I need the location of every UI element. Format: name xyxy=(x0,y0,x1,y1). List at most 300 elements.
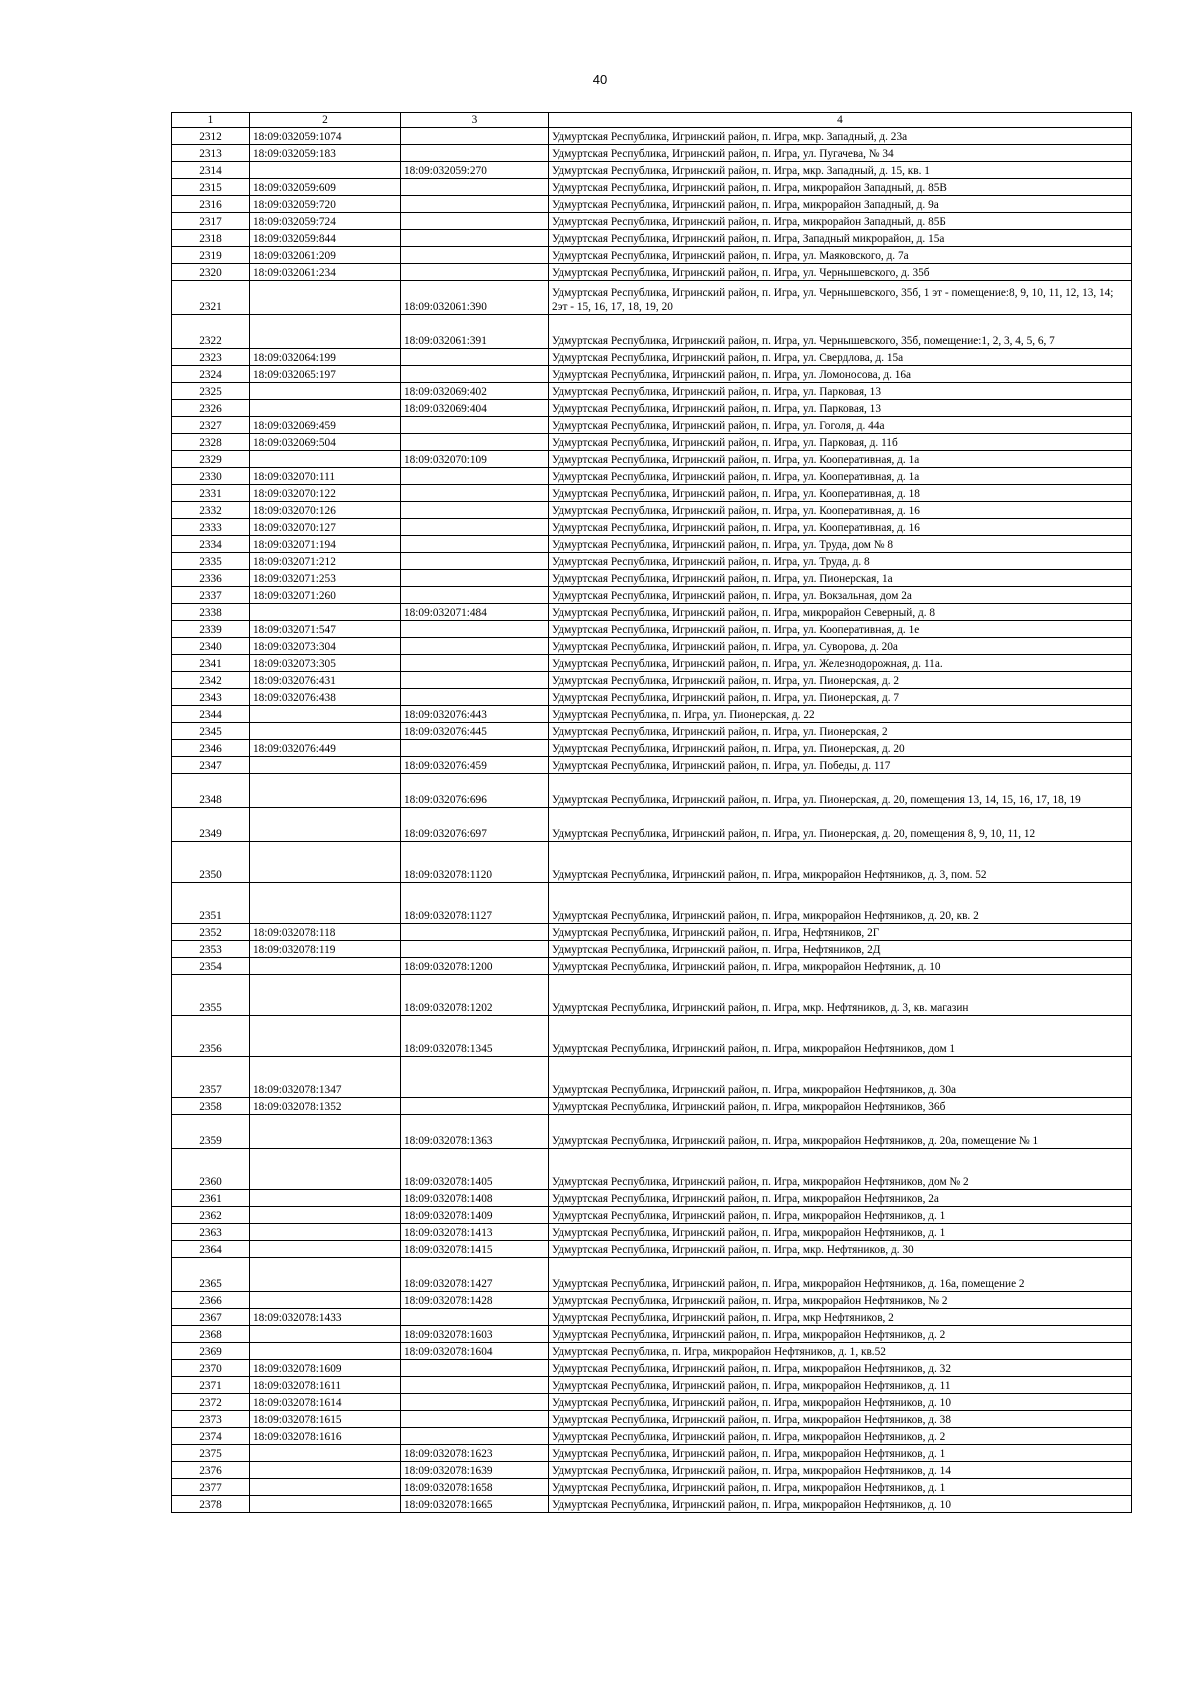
cadastral-number-building: 18:09:032076:459 xyxy=(401,757,549,774)
table-row xyxy=(172,958,1132,975)
table-row xyxy=(172,128,1132,145)
table-row xyxy=(172,1292,1132,1309)
cadastral-number-land: 18:09:032078:1615 xyxy=(250,1411,401,1428)
table-row xyxy=(172,975,1132,1016)
cadastral-number-building xyxy=(401,128,549,145)
cadastral-number-building: 18:09:032078:1604 xyxy=(401,1343,549,1360)
address: Удмуртская Республика, Игринский район, п. Игра, ул. Труда, д. 8 xyxy=(549,553,1132,570)
column-header-1: 1 xyxy=(172,113,250,128)
table-row xyxy=(172,740,1132,757)
address: Удмуртская Республика, Игринский район, п. Игра, микрорайон Нефтяников, д. 2 xyxy=(549,1326,1132,1343)
cadastral-number-land: 18:09:032070:126 xyxy=(250,502,401,519)
cadastral-number-building xyxy=(401,264,549,281)
row-number: 2342 xyxy=(172,672,250,689)
cadastral-number-land xyxy=(250,281,401,315)
cadastral-number-building: 18:09:032078:1415 xyxy=(401,1241,549,1258)
table-row xyxy=(172,1462,1132,1479)
cadastral-number-building xyxy=(401,213,549,230)
cadastral-number-land: 18:09:032078:1611 xyxy=(250,1377,401,1394)
table-row xyxy=(172,1098,1132,1115)
address: Удмуртская Республика, Игринский район, п. Игра, ул. Кооперативная, д. 1е xyxy=(549,621,1132,638)
cadastral-number-land: 18:09:032078:1352 xyxy=(250,1098,401,1115)
row-number: 2363 xyxy=(172,1224,250,1241)
cadastral-number-land: 18:09:032059:183 xyxy=(250,145,401,162)
registry-table xyxy=(171,112,1132,1513)
table-row xyxy=(172,1149,1132,1190)
cadastral-number-building: 18:09:032078:1345 xyxy=(401,1016,549,1057)
cadastral-number-land xyxy=(250,706,401,723)
address: Удмуртская Республика, Игринский район, п. Игра, ул. Парковая, д. 11б xyxy=(549,434,1132,451)
row-number: 2354 xyxy=(172,958,250,975)
table-row xyxy=(172,179,1132,196)
cadastral-number-building: 18:09:032076:445 xyxy=(401,723,549,740)
address: Удмуртская Республика, Игринский район, п. Игра, ул. Кооперативная, д. 1а xyxy=(549,468,1132,485)
cadastral-number-building xyxy=(401,196,549,213)
cadastral-number-land xyxy=(250,883,401,924)
cadastral-number-land xyxy=(250,604,401,621)
row-number: 2341 xyxy=(172,655,250,672)
address: Удмуртская Республика, Игринский район, п. Игра, ул. Маяковского, д. 7а xyxy=(549,247,1132,264)
cadastral-number-land: 18:09:032059:844 xyxy=(250,230,401,247)
row-number: 2334 xyxy=(172,536,250,553)
address: Удмуртская Республика, Игринский район, п. Игра, ул. Ломоносова, д. 16а xyxy=(549,366,1132,383)
cadastral-number-building: 18:09:032078:1200 xyxy=(401,958,549,975)
cadastral-number-land: 18:09:032069:504 xyxy=(250,434,401,451)
cadastral-number-building: 18:09:032061:391 xyxy=(401,315,549,349)
cadastral-number-land xyxy=(250,1462,401,1479)
cadastral-number-building: 18:09:032078:1639 xyxy=(401,1462,549,1479)
address: Удмуртская Республика, Игринский район, п. Игра, ул. Кооперативная, д. 1а xyxy=(549,451,1132,468)
table-row xyxy=(172,723,1132,740)
cadastral-number-building xyxy=(401,672,549,689)
row-number: 2343 xyxy=(172,689,250,706)
table-row xyxy=(172,366,1132,383)
cadastral-number-building: 18:09:032078:1428 xyxy=(401,1292,549,1309)
cadastral-number-land: 18:09:032078:1347 xyxy=(250,1057,401,1098)
cadastral-number-building xyxy=(401,1377,549,1394)
address: Удмуртская Республика, Игринский район, п. Игра, ул. Парковая, 13 xyxy=(549,383,1132,400)
row-number: 2378 xyxy=(172,1496,250,1513)
row-number: 2366 xyxy=(172,1292,250,1309)
cadastral-number-building xyxy=(401,621,549,638)
address: Удмуртская Республика, Игринский район, п. Игра, ул. Пионерская, д. 20, помещения 13, 14, 15, 16, 17, 18, 19 xyxy=(549,774,1132,808)
table-row xyxy=(172,264,1132,281)
address: Удмуртская Республика, Игринский район, п. Игра, микрорайон Западный, д. 9а xyxy=(549,196,1132,213)
address: Удмуртская Республика, Игринский район, п. Игра, ул. Железнодорожная, д. 11а. xyxy=(549,655,1132,672)
address: Удмуртская Республика, Игринский район, п. Игра, микрорайон Нефтяников, № 2 xyxy=(549,1292,1132,1309)
address: Удмуртская Республика, Игринский район, п. Игра, микрорайон Нефтяников, д. 20, кв. 2 xyxy=(549,883,1132,924)
cadastral-number-land: 18:09:032059:1074 xyxy=(250,128,401,145)
cadastral-number-land: 18:09:032076:438 xyxy=(250,689,401,706)
row-number: 2320 xyxy=(172,264,250,281)
cadastral-number-land: 18:09:032069:459 xyxy=(250,417,401,434)
cadastral-number-land xyxy=(250,1149,401,1190)
cadastral-number-building: 18:09:032078:1409 xyxy=(401,1207,549,1224)
row-number: 2357 xyxy=(172,1057,250,1098)
address: Удмуртская Республика, Игринский район, п. Игра, микрорайон Нефтяников, дом № 2 xyxy=(549,1149,1132,1190)
row-number: 2339 xyxy=(172,621,250,638)
cadastral-number-land xyxy=(250,1016,401,1057)
address: Удмуртская Республика, п. Игра, ул. Пионерская, д. 22 xyxy=(549,706,1132,723)
cadastral-number-land: 18:09:032078:119 xyxy=(250,941,401,958)
cadastral-number-land: 18:09:032061:234 xyxy=(250,264,401,281)
address: Удмуртская Республика, Игринский район, п. Игра, микрорайон Нефтяников, д. 16а, помещение 2 xyxy=(549,1258,1132,1292)
table-row xyxy=(172,434,1132,451)
address: Удмуртская Республика, Игринский район, п. Игра, ул. Кооперативная, д. 16 xyxy=(549,519,1132,536)
table-row xyxy=(172,621,1132,638)
row-number: 2325 xyxy=(172,383,250,400)
cadastral-number-building xyxy=(401,519,549,536)
cadastral-number-land: 18:09:032071:194 xyxy=(250,536,401,553)
table-row xyxy=(172,1016,1132,1057)
column-header-4: 4 xyxy=(549,113,1132,128)
table-row xyxy=(172,570,1132,587)
row-number: 2330 xyxy=(172,468,250,485)
cadastral-number-building xyxy=(401,434,549,451)
row-number: 2352 xyxy=(172,924,250,941)
cadastral-number-building xyxy=(401,1057,549,1098)
cadastral-number-land: 18:09:032078:1609 xyxy=(250,1360,401,1377)
row-number: 2335 xyxy=(172,553,250,570)
row-number: 2375 xyxy=(172,1445,250,1462)
table-row xyxy=(172,468,1132,485)
address: Удмуртская Республика, Игринский район, п. Игра, микрорайон Нефтяников, д. 11 xyxy=(549,1377,1132,1394)
cadastral-number-land: 18:09:032070:111 xyxy=(250,468,401,485)
address: Удмуртская Республика, Игринский район, п. Игра, микрорайон Северный, д. 8 xyxy=(549,604,1132,621)
address: Удмуртская Республика, Игринский район, п. Игра, ул. Пионерская, д. 7 xyxy=(549,689,1132,706)
row-number: 2371 xyxy=(172,1377,250,1394)
address: Удмуртская Республика, Игринский район, п. Игра, микрорайон Западный, д. 85В xyxy=(549,179,1132,196)
table-row xyxy=(172,485,1132,502)
row-number: 2348 xyxy=(172,774,250,808)
row-number: 2376 xyxy=(172,1462,250,1479)
cadastral-number-building xyxy=(401,247,549,264)
cadastral-number-building: 18:09:032061:390 xyxy=(401,281,549,315)
table-row xyxy=(172,417,1132,434)
table-row xyxy=(172,689,1132,706)
address: Удмуртская Республика, Игринский район, п. Игра, микрорайон Нефтяников, д. 1 xyxy=(549,1479,1132,1496)
cadastral-number-land xyxy=(250,1258,401,1292)
cadastral-number-building: 18:09:032076:696 xyxy=(401,774,549,808)
address: Удмуртская Республика, Игринский район, п. Игра, ул. Пионерская, 1а xyxy=(549,570,1132,587)
row-number: 2369 xyxy=(172,1343,250,1360)
address: Удмуртская Республика, Игринский район, п. Игра, ул. Суворова, д. 20а xyxy=(549,638,1132,655)
row-number: 2353 xyxy=(172,941,250,958)
cadastral-number-building: 18:09:032078:1202 xyxy=(401,975,549,1016)
cadastral-number-building xyxy=(401,179,549,196)
address: Удмуртская Республика, Игринский район, п. Игра, ул. Победы, д. 117 xyxy=(549,757,1132,774)
cadastral-number-building xyxy=(401,1098,549,1115)
cadastral-number-building: 18:09:032069:402 xyxy=(401,383,549,400)
row-number: 2314 xyxy=(172,162,250,179)
cadastral-number-land: 18:09:032078:1433 xyxy=(250,1309,401,1326)
table-row xyxy=(172,162,1132,179)
row-number: 2316 xyxy=(172,196,250,213)
address: Удмуртская Республика, Игринский район, п. Игра, микрорайон Нефтяников, д. 32 xyxy=(549,1360,1132,1377)
cadastral-number-land: 18:09:032059:724 xyxy=(250,213,401,230)
address: Удмуртская Республика, Игринский район, п. Игра, микрорайон Нефтяников, д. 10 xyxy=(549,1394,1132,1411)
row-number: 2351 xyxy=(172,883,250,924)
address: Удмуртская Республика, Игринский район, п. Игра, микрорайон Нефтяников, д. 3, пом. 52 xyxy=(549,842,1132,883)
table-row xyxy=(172,213,1132,230)
cadastral-number-building xyxy=(401,417,549,434)
table-row xyxy=(172,655,1132,672)
cadastral-number-building: 18:09:032078:1413 xyxy=(401,1224,549,1241)
cadastral-number-land xyxy=(250,975,401,1016)
column-header-3: 3 xyxy=(401,113,549,128)
cadastral-number-building xyxy=(401,468,549,485)
row-number: 2368 xyxy=(172,1326,250,1343)
address: Удмуртская Республика, Игринский район, п. Игра, ул. Кооперативная, д. 16 xyxy=(549,502,1132,519)
row-number: 2350 xyxy=(172,842,250,883)
table-row xyxy=(172,1190,1132,1207)
cadastral-number-building xyxy=(401,638,549,655)
table-row xyxy=(172,1326,1132,1343)
address: Удмуртская Республика, Игринский район, п. Игра, мкр. Нефтяников, д. 3, кв. магазин xyxy=(549,975,1132,1016)
address: Удмуртская Республика, Игринский район, п. Игра, микрорайон Западный, д. 85Б xyxy=(549,213,1132,230)
cadastral-number-building xyxy=(401,502,549,519)
cadastral-number-land xyxy=(250,1496,401,1513)
table-row xyxy=(172,757,1132,774)
cadastral-number-building: 18:09:032078:1665 xyxy=(401,1496,549,1513)
table-row xyxy=(172,1479,1132,1496)
row-number: 2361 xyxy=(172,1190,250,1207)
cadastral-number-building xyxy=(401,1394,549,1411)
address: Удмуртская Республика, Игринский район, п. Игра, микрорайон Нефтяников, дом 1 xyxy=(549,1016,1132,1057)
cadastral-number-land xyxy=(250,842,401,883)
cadastral-number-land xyxy=(250,1445,401,1462)
cadastral-number-land xyxy=(250,757,401,774)
table-row xyxy=(172,941,1132,958)
cadastral-number-land: 18:09:032059:609 xyxy=(250,179,401,196)
cadastral-number-building: 18:09:032078:1658 xyxy=(401,1479,549,1496)
cadastral-number-building: 18:09:032076:443 xyxy=(401,706,549,723)
address: Удмуртская Республика, Игринский район, п. Игра, ул. Пугачева, № 34 xyxy=(549,145,1132,162)
row-number: 2313 xyxy=(172,145,250,162)
table-row xyxy=(172,1377,1132,1394)
table-row xyxy=(172,587,1132,604)
cadastral-number-land xyxy=(250,1292,401,1309)
table-row xyxy=(172,1411,1132,1428)
address: Удмуртская Республика, Игринский район, п. Игра, ул. Пионерская, д. 20, помещения 8, 9, 10, 11, 12 xyxy=(549,808,1132,842)
address: Удмуртская Республика, Игринский район, п. Игра, ул. Пионерская, д. 20 xyxy=(549,740,1132,757)
cadastral-number-building: 18:09:032069:404 xyxy=(401,400,549,417)
row-number: 2355 xyxy=(172,975,250,1016)
row-number: 2346 xyxy=(172,740,250,757)
table-row xyxy=(172,706,1132,723)
row-number: 2372 xyxy=(172,1394,250,1411)
table-body xyxy=(172,128,1132,1513)
address: Удмуртская Республика, Игринский район, п. Игра, микрорайон Нефтяников, д. 10 xyxy=(549,1496,1132,1513)
row-number: 2319 xyxy=(172,247,250,264)
row-number: 2340 xyxy=(172,638,250,655)
cadastral-number-land xyxy=(250,1224,401,1241)
cadastral-number-building xyxy=(401,1428,549,1445)
row-number: 2321 xyxy=(172,281,250,315)
table-row xyxy=(172,281,1132,315)
row-number: 2323 xyxy=(172,349,250,366)
table-row xyxy=(172,145,1132,162)
row-number: 2331 xyxy=(172,485,250,502)
row-number: 2332 xyxy=(172,502,250,519)
row-number: 2358 xyxy=(172,1098,250,1115)
cadastral-number-building: 18:09:032070:109 xyxy=(401,451,549,468)
row-number: 2347 xyxy=(172,757,250,774)
cadastral-number-building xyxy=(401,655,549,672)
cadastral-number-building xyxy=(401,570,549,587)
cadastral-number-land: 18:09:032071:547 xyxy=(250,621,401,638)
row-number: 2329 xyxy=(172,451,250,468)
cadastral-number-building xyxy=(401,349,549,366)
cadastral-number-building xyxy=(401,553,549,570)
row-number: 2312 xyxy=(172,128,250,145)
table-row xyxy=(172,1241,1132,1258)
cadastral-number-building: 18:09:032078:1405 xyxy=(401,1149,549,1190)
row-number: 2364 xyxy=(172,1241,250,1258)
cadastral-number-land xyxy=(250,1207,401,1224)
cadastral-number-land xyxy=(250,1326,401,1343)
address: Удмуртская Республика, Игринский район, п. Игра, ул. Чернышевского, 35б, помещение:1, 2, 3, 4, 5, 6, 7 xyxy=(549,315,1132,349)
address: Удмуртская Республика, Игринский район, п. Игра, микрорайон Нефтяник, д. 10 xyxy=(549,958,1132,975)
table-row xyxy=(172,774,1132,808)
address: Удмуртская Республика, Игринский район, п. Игра, мкр. Западный, д. 15, кв. 1 xyxy=(549,162,1132,179)
page-number: 40 xyxy=(592,72,608,87)
table-row xyxy=(172,924,1132,941)
cadastral-number-building: 18:09:032078:1363 xyxy=(401,1115,549,1149)
table-row xyxy=(172,1207,1132,1224)
cadastral-number-land: 18:09:032070:127 xyxy=(250,519,401,536)
cadastral-number-land xyxy=(250,1190,401,1207)
table-row xyxy=(172,315,1132,349)
row-number: 2337 xyxy=(172,587,250,604)
table-row xyxy=(172,1428,1132,1445)
row-number: 2333 xyxy=(172,519,250,536)
address: Удмуртская Республика, Игринский район, п. Игра, микрорайон Нефтяников, 2а xyxy=(549,1190,1132,1207)
cadastral-number-land: 18:09:032078:1616 xyxy=(250,1428,401,1445)
table-row xyxy=(172,349,1132,366)
address: Удмуртская Республика, Игринский район, п. Игра, ул. Свердлова, д. 15а xyxy=(549,349,1132,366)
address: Удмуртская Республика, Игринский район, п. Игра, ул. Труда, дом № 8 xyxy=(549,536,1132,553)
cadastral-number-land: 18:09:032064:199 xyxy=(250,349,401,366)
cadastral-number-land xyxy=(250,1115,401,1149)
cadastral-number-land xyxy=(250,958,401,975)
cadastral-number-land: 18:09:032061:209 xyxy=(250,247,401,264)
cadastral-number-land xyxy=(250,400,401,417)
cadastral-number-land: 18:09:032078:1614 xyxy=(250,1394,401,1411)
cadastral-number-land: 18:09:032073:305 xyxy=(250,655,401,672)
table-row xyxy=(172,1057,1132,1098)
address: Удмуртская Республика, Игринский район, п. Игра, ул. Кооперативная, д. 18 xyxy=(549,485,1132,502)
row-number: 2344 xyxy=(172,706,250,723)
address: Удмуртская Республика, Игринский район, п. Игра, мкр. Нефтяников, д. 30 xyxy=(549,1241,1132,1258)
table-row xyxy=(172,883,1132,924)
table-row xyxy=(172,383,1132,400)
row-number: 2349 xyxy=(172,808,250,842)
row-number: 2365 xyxy=(172,1258,250,1292)
table-row xyxy=(172,1224,1132,1241)
address: Удмуртская Республика, Игринский район, п. Игра, ул. Гоголя, д. 44а xyxy=(549,417,1132,434)
cadastral-number-land: 18:09:032076:449 xyxy=(250,740,401,757)
row-number: 2359 xyxy=(172,1115,250,1149)
address: Удмуртская Республика, Игринский район, п. Игра, мкр Нефтяников, 2 xyxy=(549,1309,1132,1326)
cadastral-number-land xyxy=(250,774,401,808)
address: Удмуртская Республика, Игринский район, п. Игра, Западный микрорайон, д. 15а xyxy=(549,230,1132,247)
column-header-2: 2 xyxy=(250,113,401,128)
row-number: 2370 xyxy=(172,1360,250,1377)
cadastral-number-land xyxy=(250,1479,401,1496)
table-row xyxy=(172,1309,1132,1326)
row-number: 2373 xyxy=(172,1411,250,1428)
cadastral-number-land: 18:09:032070:122 xyxy=(250,485,401,502)
row-number: 2367 xyxy=(172,1309,250,1326)
address: Удмуртская Республика, Игринский район, п. Игра, ул. Пионерская, д. 2 xyxy=(549,672,1132,689)
table-row xyxy=(172,1496,1132,1513)
table-row xyxy=(172,230,1132,247)
cadastral-number-building xyxy=(401,689,549,706)
table-row xyxy=(172,1258,1132,1292)
row-number: 2328 xyxy=(172,434,250,451)
row-number: 2315 xyxy=(172,179,250,196)
cadastral-number-land xyxy=(250,808,401,842)
table-row xyxy=(172,553,1132,570)
address: Удмуртская Республика, Игринский район, п. Игра, ул. Вокзальная, дом 2а xyxy=(549,587,1132,604)
cadastral-number-building xyxy=(401,485,549,502)
table-row xyxy=(172,400,1132,417)
row-number: 2345 xyxy=(172,723,250,740)
cadastral-number-building: 18:09:032078:1427 xyxy=(401,1258,549,1292)
table-row xyxy=(172,196,1132,213)
table-row xyxy=(172,604,1132,621)
address: Удмуртская Республика, Игринский район, п. Игра, ул. Чернышевского, 35б, 1 эт - помещение:8, 9, 10, 11, 12, 13, 14; 2эт - 15, 16, 17, 18, 19, 20 xyxy=(549,281,1132,315)
cadastral-number-building xyxy=(401,740,549,757)
table-row xyxy=(172,672,1132,689)
row-number: 2336 xyxy=(172,570,250,587)
cadastral-number-building: 18:09:032071:484 xyxy=(401,604,549,621)
cadastral-number-land xyxy=(250,1241,401,1258)
cadastral-number-land: 18:09:032071:260 xyxy=(250,587,401,604)
cadastral-number-building: 18:09:032078:1603 xyxy=(401,1326,549,1343)
address: Удмуртская Республика, Игринский район, п. Игра, мкр. Западный, д. 23а xyxy=(549,128,1132,145)
cadastral-number-building xyxy=(401,941,549,958)
address: Удмуртская Республика, Игринский район, п. Игра, микрорайон Нефтяников, 36б xyxy=(549,1098,1132,1115)
address: Удмуртская Республика, Игринский район, п. Игра, микрорайон Нефтяников, д. 1 xyxy=(549,1207,1132,1224)
cadastral-number-building: 18:09:032059:270 xyxy=(401,162,549,179)
row-number: 2338 xyxy=(172,604,250,621)
table-row xyxy=(172,502,1132,519)
cadastral-number-land: 18:09:032059:720 xyxy=(250,196,401,213)
cadastral-number-land: 18:09:032065:197 xyxy=(250,366,401,383)
row-number: 2360 xyxy=(172,1149,250,1190)
row-number: 2326 xyxy=(172,400,250,417)
address: Удмуртская Республика, Игринский район, п. Игра, микрорайон Нефтяников, д. 1 xyxy=(549,1224,1132,1241)
address: Удмуртская Республика, Игринский район, п. Игра, Нефтяников, 2Д xyxy=(549,941,1132,958)
cadastral-number-building xyxy=(401,1360,549,1377)
table-row xyxy=(172,1394,1132,1411)
cadastral-number-land xyxy=(250,451,401,468)
cadastral-number-building xyxy=(401,230,549,247)
cadastral-number-land xyxy=(250,1343,401,1360)
table-row xyxy=(172,1445,1132,1462)
table-row xyxy=(172,519,1132,536)
cadastral-number-land: 18:09:032073:304 xyxy=(250,638,401,655)
address: Удмуртская Республика, Игринский район, п. Игра, микрорайон Нефтяников, д. 14 xyxy=(549,1462,1132,1479)
address: Удмуртская Республика, Игринский район, п. Игра, микрорайон Нефтяников, д. 1 xyxy=(549,1445,1132,1462)
table-row xyxy=(172,1115,1132,1149)
address: Удмуртская Республика, Игринский район, п. Игра, Нефтяников, 2Г xyxy=(549,924,1132,941)
row-number: 2374 xyxy=(172,1428,250,1445)
cadastral-number-land xyxy=(250,723,401,740)
cadastral-number-building: 18:09:032078:1408 xyxy=(401,1190,549,1207)
